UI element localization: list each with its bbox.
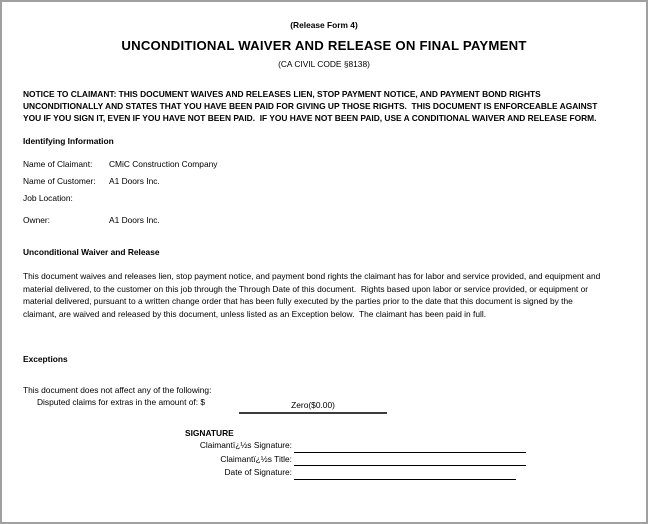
waiver-body-paragraph <box>23 270 625 320</box>
field-row-name-of-claimant <box>23 156 625 173</box>
field-value <box>109 190 625 207</box>
field-label: Name of Claimant: <box>23 159 93 169</box>
waiver-and-release-heading: Unconditional Waiver and Release <box>23 247 160 257</box>
signature-heading: SIGNATURE <box>185 428 234 439</box>
field-row-name-of-customer <box>23 173 625 190</box>
claimant-signature-row <box>23 439 625 453</box>
field-row-owner <box>23 212 625 229</box>
identifying-information-heading: Identifying Information <box>23 136 114 146</box>
body-line: This document waives and releases lien, stop payment notice, and payment bond rights the claimant has for labor and service provided, and equipment and <box>23 271 601 281</box>
identifying-fields <box>23 156 625 229</box>
notice-line: UNCONDITIONALLY AND STATES THAT YOU HAVE BEEN PAID FOR GIVING UP THOSE RIGHTS. THIS DOCUMENT IS ENFORCEABLE AGAINST <box>23 101 598 111</box>
exceptions-intro: This document does not affect any of the following: <box>23 385 212 396</box>
signature-section <box>23 427 625 480</box>
claimant-title-row <box>23 453 625 467</box>
field-value: A1 Doors Inc. <box>109 176 160 186</box>
field-label: Owner: <box>23 215 50 225</box>
claimant-title-label: Claimantï¿½s Title: <box>220 453 292 464</box>
disputed-amount-value: Zero($0.00) <box>291 400 335 411</box>
notice-to-claimant <box>23 88 625 124</box>
claimant-title-blank-line <box>294 453 526 467</box>
field-label: Name of Customer: <box>23 176 96 186</box>
claimant-signature-blank-line <box>294 439 526 453</box>
notice-line: NOTICE TO CLAIMANT: THIS DOCUMENT WAIVES AND RELEASES LIEN, STOP PAYMENT NOTICE, AND PAYMENT BOND RIGHTS <box>23 89 541 99</box>
body-line: material delivered, to the customer on this job through the Through Date of this document. Rights based upon labor or service provided, or equipment or <box>23 283 589 294</box>
body-line: claimant, are waived and released by this document, unless listed as an Exception below. The claimant has been paid in full. <box>23 308 487 319</box>
form-tag: (Release Form 4) <box>290 20 358 30</box>
disputed-amount-field <box>239 399 387 414</box>
body-line: material delivered, pursuant to a written change order that has been fully executed by the parties prior to the date that this document is signed by the <box>23 296 573 307</box>
date-of-signature-row <box>23 466 625 480</box>
disputed-claims-row <box>23 396 625 411</box>
date-of-signature-blank-line <box>294 466 516 480</box>
field-value: CMiC Construction Company <box>109 159 218 169</box>
field-row-job-location <box>23 190 625 207</box>
claimant-signature-label: Claimantï¿½s Signature: <box>199 440 292 451</box>
field-label: Job Location: <box>23 193 73 203</box>
date-of-signature-label: Date of Signature: <box>224 467 292 478</box>
field-value: A1 Doors Inc. <box>109 215 160 225</box>
notice-line: YOU IF YOU SIGN IT, EVEN IF YOU HAVE NOT BEEN PAID. IF YOU HAVE NOT BEEN PAID, USE A CONDITIONAL WAIVER AND RELEASE FORM. <box>23 113 597 123</box>
exceptions-heading: Exceptions <box>23 354 68 365</box>
civil-code-subtitle: (CA CIVIL CODE §8138) <box>278 59 370 69</box>
document-title: UNCONDITIONAL WAIVER AND RELEASE ON FINAL PAYMENT <box>121 38 527 53</box>
disputed-claims-label: Disputed claims for extras in the amount of: $ <box>37 397 206 408</box>
